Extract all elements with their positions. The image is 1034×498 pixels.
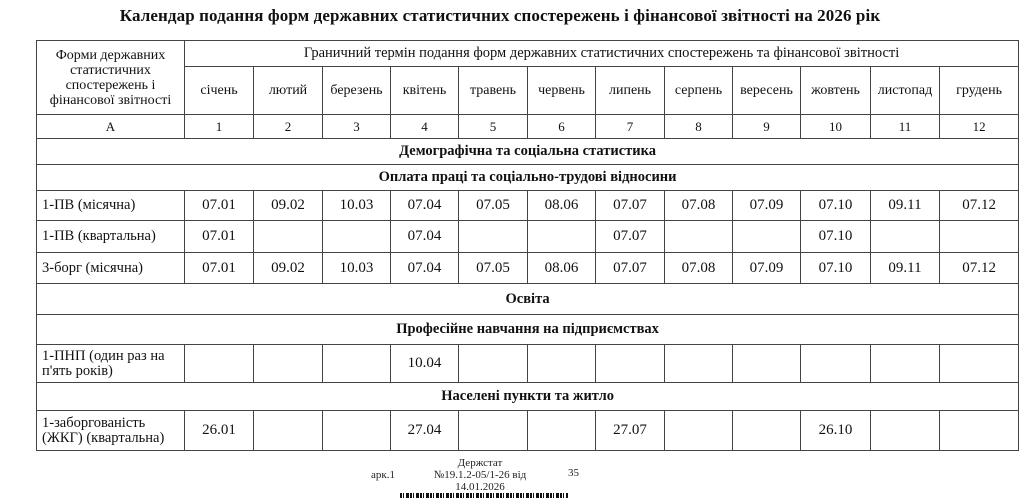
column-number: 5: [459, 115, 528, 139]
deadline-cell: [733, 221, 801, 253]
deadline-cell: [801, 345, 871, 383]
deadline-cell: 09.11: [871, 253, 940, 284]
month-header: червень: [528, 67, 596, 115]
deadline-cell: [665, 411, 733, 451]
deadline-cell: 07.01: [185, 221, 254, 253]
deadline-cell: 07.10: [801, 221, 871, 253]
form-name: 1-заборгованість (ЖКГ) (квартальна): [37, 411, 185, 451]
deadline-cell: [459, 411, 528, 451]
deadline-cell: 27.07: [596, 411, 665, 451]
deadline-cell: 07.08: [665, 253, 733, 284]
document-title: Календар подання форм державних статистичних спостережень і фінансової звітності на 2026 рік: [119, 6, 881, 25]
deadline-cell: [185, 345, 254, 383]
deadline-cell: [940, 221, 1019, 253]
document-stamp: [420, 457, 540, 493]
month-header: жовтень: [801, 67, 871, 115]
deadline-header: Граничний термін подання форм державних статистичних спостережень та фінансової звітності: [185, 41, 1019, 67]
form-name: 3-борг (місячна): [37, 253, 185, 284]
month-header: лютий: [254, 67, 323, 115]
deadline-cell: 09.02: [254, 253, 323, 284]
page-footer: [0, 455, 1034, 498]
deadline-cell: 08.06: [528, 253, 596, 284]
deadline-cell: [528, 221, 596, 253]
month-header: квітень: [391, 67, 459, 115]
column-number: 1: [185, 115, 254, 139]
deadline-cell: 10.03: [323, 253, 391, 284]
column-number: 9: [733, 115, 801, 139]
deadline-cell: 26.01: [185, 411, 254, 451]
barcode-icon: [400, 493, 568, 498]
deadline-cell: 07.08: [665, 191, 733, 221]
column-number: 3: [323, 115, 391, 139]
deadline-cell: [459, 221, 528, 253]
sheet-label: арк.1: [371, 469, 395, 481]
table-row: [37, 221, 1019, 253]
form-name: 1-ПНП (один раз на п'ять років): [37, 345, 185, 383]
column-number: 11: [871, 115, 940, 139]
column-a-header: Форми державних статистичних спостережень і фінансової звітності: [37, 41, 185, 115]
deadline-cell: 07.10: [801, 253, 871, 284]
deadline-cell: 08.06: [528, 191, 596, 221]
issuer-name: Держстат: [457, 457, 503, 469]
table-row: [37, 191, 1019, 221]
deadline-cell: 09.11: [871, 191, 940, 221]
deadline-cell: [940, 345, 1019, 383]
deadline-cell: 07.07: [596, 221, 665, 253]
column-number: 2: [254, 115, 323, 139]
deadline-cell: [528, 411, 596, 451]
month-header: листопад: [871, 67, 940, 115]
form-name: 1-ПВ (місячна): [37, 191, 185, 221]
deadline-cell: 07.09: [733, 253, 801, 284]
subsection-heading: Оплата праці та соціально-трудові відносини: [37, 165, 1019, 191]
deadline-cell: [254, 345, 323, 383]
month-header: вересень: [733, 67, 801, 115]
deadline-cell: [665, 345, 733, 383]
deadline-cell: 07.04: [391, 253, 459, 284]
deadline-cell: [871, 411, 940, 451]
month-header: грудень: [940, 67, 1019, 115]
table-row: [37, 411, 1019, 451]
section-heading: Освіта: [37, 284, 1019, 315]
deadline-cell: [254, 411, 323, 451]
deadline-cell: 09.02: [254, 191, 323, 221]
month-header: березень: [323, 67, 391, 115]
column-number: А: [37, 115, 185, 139]
deadline-cell: 07.12: [940, 253, 1019, 284]
column-number: 4: [391, 115, 459, 139]
deadline-cell: [528, 345, 596, 383]
deadline-cell: 07.05: [459, 253, 528, 284]
month-header: січень: [185, 67, 254, 115]
document-date: 14.01.2026: [455, 481, 505, 493]
column-number: 7: [596, 115, 665, 139]
deadline-cell: [323, 221, 391, 253]
deadline-cell: [323, 345, 391, 383]
deadline-cell: [596, 345, 665, 383]
column-number: 10: [801, 115, 871, 139]
column-number: 6: [528, 115, 596, 139]
column-number: 8: [665, 115, 733, 139]
deadline-cell: 07.05: [459, 191, 528, 221]
month-header: липень: [596, 67, 665, 115]
document-number: №19.1.2-05/1-26 від: [433, 469, 527, 481]
deadline-cell: [871, 221, 940, 253]
form-name: 1-ПВ (квартальна): [37, 221, 185, 253]
deadline-cell: [254, 221, 323, 253]
deadline-cell: [940, 411, 1019, 451]
deadline-cell: 26.10: [801, 411, 871, 451]
deadline-cell: [733, 345, 801, 383]
deadline-cell: 07.01: [185, 253, 254, 284]
column-number: 12: [940, 115, 1019, 139]
table-row: [37, 345, 1019, 383]
deadline-cell: 10.04: [391, 345, 459, 383]
deadline-cell: 07.10: [801, 191, 871, 221]
deadline-cell: 10.03: [323, 191, 391, 221]
section-heading: Демографічна та соціальна статистика: [37, 139, 1019, 165]
deadline-cell: 27.04: [391, 411, 459, 451]
month-header: серпень: [665, 67, 733, 115]
deadline-cell: 07.12: [940, 191, 1019, 221]
deadline-cell: [733, 411, 801, 451]
table-row: [37, 253, 1019, 284]
subsection-heading: Населені пункти та житло: [37, 383, 1019, 411]
deadline-cell: 07.04: [391, 191, 459, 221]
subsection-heading: Професійне навчання на підприємствах: [37, 315, 1019, 345]
deadline-cell: 07.01: [185, 191, 254, 221]
deadline-cell: 07.04: [391, 221, 459, 253]
deadline-cell: [871, 345, 940, 383]
page-number: 35: [568, 467, 579, 479]
deadline-cell: [323, 411, 391, 451]
deadline-cell: 07.09: [733, 191, 801, 221]
deadline-cell: [459, 345, 528, 383]
month-header: травень: [459, 67, 528, 115]
deadline-cell: 07.07: [596, 191, 665, 221]
deadline-cell: [665, 221, 733, 253]
calendar-table: [36, 40, 1019, 451]
deadline-cell: 07.07: [596, 253, 665, 284]
